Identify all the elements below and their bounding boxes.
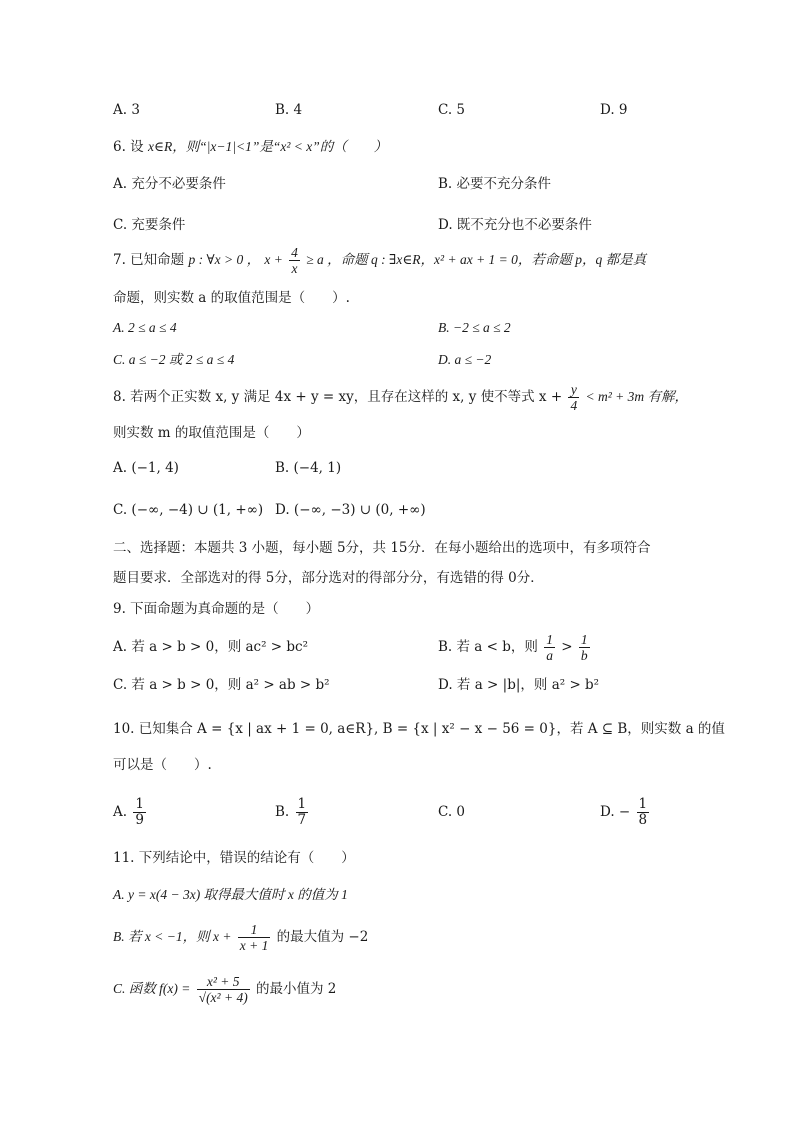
q5-option-a: A. 3 bbox=[113, 102, 140, 118]
q11-stem: 11. 下列结论中，错误的结论有（ ） bbox=[113, 850, 355, 866]
q8-stem-line1 bbox=[113, 380, 688, 414]
q8-part2: < m² + 3m 有解， bbox=[585, 389, 688, 404]
q6-option-d: D. 既不充分也不必要条件 bbox=[438, 217, 592, 233]
q11-b-frac bbox=[238, 922, 271, 953]
q11-c-den: √(x² + 4) bbox=[198, 990, 248, 1005]
q11-b-num: 1 bbox=[238, 922, 271, 938]
q7-stem-line2: 命题，则实数 a 的取值范围是（ ）. bbox=[113, 290, 350, 306]
q10-d-frac bbox=[637, 797, 650, 828]
q7-option-a: A. 2 ≤ a ≤ 4 bbox=[113, 320, 177, 335]
q9-b-frac1 bbox=[544, 632, 555, 663]
q10-option-b bbox=[275, 795, 310, 829]
q8-option-b: B. (−4, 1) bbox=[275, 460, 342, 476]
q11-b-pre: B. 若 x < −1，则 x + bbox=[113, 929, 232, 944]
q7-x-plus: x + bbox=[264, 252, 283, 267]
q10-option-a bbox=[113, 795, 148, 829]
q7-option-d: D. a ≤ −2 bbox=[438, 352, 492, 367]
q7-frac-num: 4 bbox=[291, 245, 298, 260]
q6-option-b: B. 必要不充分条件 bbox=[438, 176, 552, 192]
q9-b-gt: > bbox=[561, 639, 573, 655]
q8-option-a: A. (−1, 4) bbox=[113, 460, 179, 476]
q9-option-b bbox=[438, 630, 592, 664]
q9-stem: 9. 下面命题为真命题的是（ ） bbox=[113, 601, 320, 617]
q10-d-label: D. − bbox=[600, 804, 631, 820]
q6-option-a: A. 充分不必要条件 bbox=[113, 176, 226, 192]
q8-frac-num: y bbox=[568, 382, 579, 398]
q10-option-d bbox=[600, 795, 651, 829]
section2-line1: 二、选择题：本题共 3 小题，每小题 5分，共 15分．在每小题给出的选项中，有多项符合 bbox=[113, 540, 651, 556]
q10-b-label: B. bbox=[275, 804, 290, 820]
q7-fraction bbox=[289, 245, 300, 276]
q7-frac-den: x bbox=[291, 261, 298, 276]
q10-b-frac bbox=[296, 797, 309, 828]
q11-option-b bbox=[113, 918, 368, 956]
q8-part1: 8. 若两个正实数 x, y 满足 4x + y = xy，且存在这样的 x, y 使不等式 x + bbox=[113, 389, 563, 405]
q7-prefix: 7. 已知命题 bbox=[113, 252, 185, 268]
q8-option-d: D. (−∞, −3) ∪ (0, +∞) bbox=[275, 502, 426, 518]
q10-option-c: C. 0 bbox=[438, 804, 466, 820]
q9-b-pre: B. 若 a < b，则 bbox=[438, 639, 538, 655]
q10-b-den: 7 bbox=[297, 812, 307, 828]
q9-b-frac1-den: a bbox=[546, 648, 553, 663]
q11-c-post: 的最小值为 2 bbox=[256, 981, 337, 997]
q9-option-c: C. 若 a > b > 0，则 a² > ab > b² bbox=[113, 677, 330, 693]
q6-option-c: C. 充要条件 bbox=[113, 217, 186, 233]
q10-a-frac bbox=[133, 797, 146, 828]
q8-frac-den: 4 bbox=[570, 398, 578, 413]
q11-option-a: A. y = x(4 − 3x) 取得最大值时 x 的值为 1 bbox=[113, 887, 348, 902]
q7-rest: ≥ a ，命题 q : ∃x∈R，x² + ax + 1 = 0，若命题 p，q 都是真 bbox=[306, 252, 647, 267]
q6-condition: x∈R，则“|x−1|<1”是“x² < x”的（ ） bbox=[147, 139, 388, 154]
q8-option-c: C. (−∞, −4) ∪ (1, +∞) bbox=[113, 502, 264, 518]
q10-a-num: 1 bbox=[135, 796, 144, 812]
q11-c-pre: C. 函数 f(x) = bbox=[113, 981, 191, 996]
q10-b-num: 1 bbox=[297, 796, 307, 812]
q9-b-frac1-num: 1 bbox=[546, 632, 553, 647]
q7-prop-p: p : ∀x > 0 ， bbox=[188, 252, 261, 267]
q6-stem bbox=[113, 137, 387, 157]
q9-option-d: D. 若 a > |b|，则 a² > b² bbox=[438, 677, 600, 693]
q7-stem-line1 bbox=[113, 243, 646, 277]
q5-option-d: D. 9 bbox=[600, 102, 628, 118]
q10-a-den: 9 bbox=[135, 812, 144, 828]
q9-b-frac2-den: b bbox=[580, 648, 588, 663]
q10-d-den: 8 bbox=[638, 812, 648, 828]
q5-option-c: C. 5 bbox=[438, 102, 466, 118]
q11-c-frac bbox=[197, 974, 250, 1005]
q10-a-label: A. bbox=[113, 804, 128, 820]
q9-b-frac2 bbox=[579, 632, 590, 663]
q8-stem-line2: 则实数 m 的取值范围是（ ） bbox=[113, 425, 310, 441]
q6-prefix: 6. 设 bbox=[113, 139, 144, 155]
q10-stem-line2: 可以是（ ）. bbox=[113, 757, 212, 773]
q5-option-b: B. 4 bbox=[275, 102, 303, 118]
q9-option-a: A. 若 a > b > 0，则 ac² > bc² bbox=[113, 639, 309, 655]
q10-stem-line1: 10. 已知集合 A = {x | ax + 1 = 0, a∈R}, B = {x | x² − x − 56 = 0}，若 A ⊆ B，则实数 a 的值 bbox=[113, 721, 725, 737]
q11-c-num: x² + 5 bbox=[197, 974, 250, 990]
q11-b-post: 的最大值为 −2 bbox=[276, 929, 369, 945]
q7-option-c: C. a ≤ −2 或 2 ≤ a ≤ 4 bbox=[113, 352, 235, 367]
q11-b-den: x + 1 bbox=[239, 938, 269, 953]
q8-fraction bbox=[568, 382, 579, 413]
section2-line2: 题目要求．全部选对的得 5分，部分选对的得部分分，有选错的得 0分． bbox=[113, 570, 544, 586]
q10-d-num: 1 bbox=[638, 796, 648, 812]
q7-option-b: B. −2 ≤ a ≤ 2 bbox=[438, 320, 511, 335]
q9-b-frac2-num: 1 bbox=[580, 632, 588, 647]
q11-option-c bbox=[113, 968, 336, 1010]
